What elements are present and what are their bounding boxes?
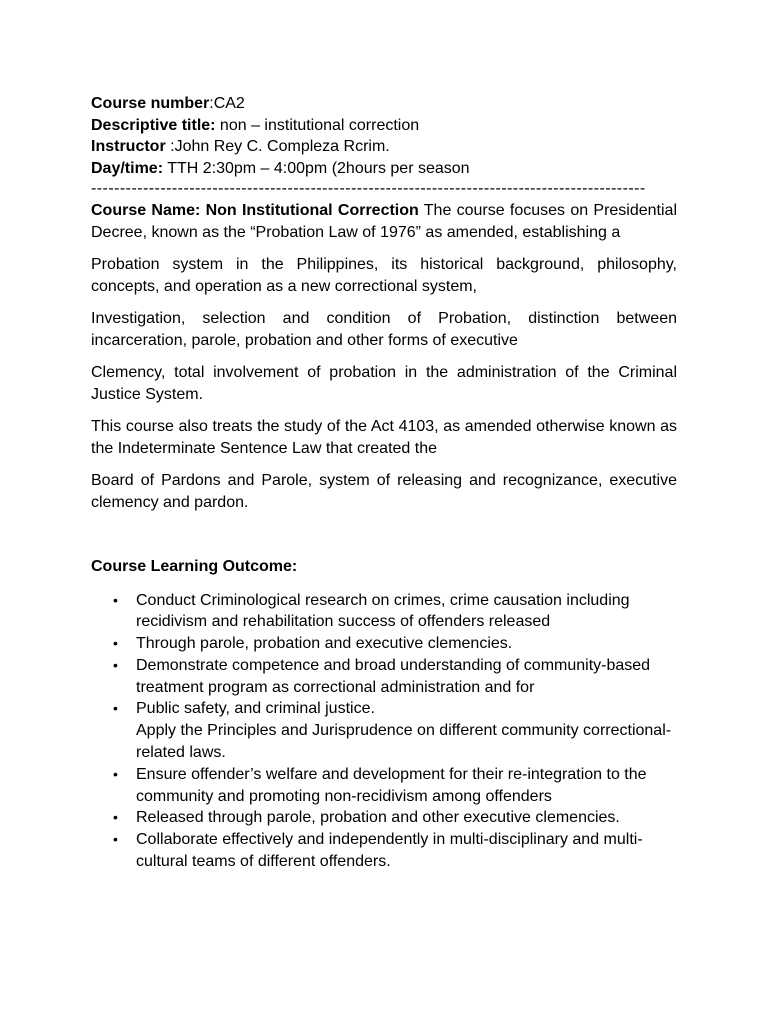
outcome-text: Released through parole, probation and other executive clemencies. <box>136 809 620 827</box>
daytime-line <box>91 158 677 180</box>
divider-line: ------------------------------------------------------------------------------------------------ <box>91 180 646 197</box>
course-name-text: The course focuses on Presidential Decree, known as the “Probation Law of 1976” as amended, establishing a <box>91 202 677 241</box>
description-paragraph: Clemency, total involvement of probation in the administration of the Criminal Justice System. <box>91 364 677 403</box>
description-paragraph: Probation system in the Philippines, its historical background, philosophy, concepts, and operation as a new correctional system, <box>91 256 677 295</box>
description-paragraph: This course also treats the study of the Act 4103, as amended otherwise known as the Indeterminate Sentence Law that created the <box>91 418 677 457</box>
description-paragraph: Investigation, selection and condition of Probation, distinction between incarceration, parole, probation and other forms of executive <box>91 310 677 349</box>
outcome-text: Through parole, probation and executive clemencies. <box>136 635 513 653</box>
instructor-line <box>91 136 677 158</box>
document-page <box>91 93 677 873</box>
instructor-value: :John Rey C. Compleza Rcrim. <box>165 138 390 155</box>
list-item <box>91 698 677 763</box>
descriptive-title-label: Descriptive title: <box>91 116 216 134</box>
outcomes-list <box>91 590 677 873</box>
list-item <box>91 590 677 634</box>
outcome-text: Demonstrate competence and broad understanding of community-based treatment program as correctional administration and for <box>136 656 651 696</box>
list-item <box>91 807 677 829</box>
outcome-text: Public safety, and criminal justice. <box>136 700 375 718</box>
list-item <box>91 633 677 655</box>
outcomes-heading: Course Learning Outcome: <box>91 558 298 575</box>
outcome-text: Conduct Criminological research on crimes, crime causation including recidivism and rehabilitation success of offenders released <box>136 591 630 631</box>
list-item <box>91 655 677 699</box>
bullet-icon: • <box>113 591 118 608</box>
course-number-label: Course number <box>91 95 210 112</box>
outcome-continuation: Apply the Principles and Jurisprudence on different community correctional-related laws. <box>136 722 672 762</box>
course-number-line <box>91 93 677 115</box>
bullet-icon: • <box>113 809 118 826</box>
list-item <box>91 829 677 873</box>
course-name-label: Course Name: Non Institutional Correction <box>91 202 419 219</box>
outcome-text: Ensure offender’s welfare and development for their re-integration to the community and promoting non-recidivism among offenders <box>136 765 647 805</box>
list-item <box>91 764 677 808</box>
bullet-icon: • <box>113 635 118 652</box>
instructor-label: Instructor <box>91 138 166 155</box>
bullet-icon: • <box>113 765 118 782</box>
bullet-icon: • <box>113 831 118 848</box>
descriptive-title-value: non – institutional correction <box>215 116 420 134</box>
bullet-icon: • <box>113 656 118 673</box>
outcome-text: Collaborate effectively and independently in multi-disciplinary and multi-cultural teams of different offenders. <box>136 831 643 871</box>
course-name-paragraph <box>91 200 677 243</box>
course-number-value: :CA2 <box>209 95 245 112</box>
daytime-value: TTH 2:30pm – 4:00pm (2hours per season <box>163 159 470 177</box>
daytime-label: Day/time: <box>91 159 164 177</box>
descriptive-title-line <box>91 115 677 137</box>
description-paragraph: Board of Pardons and Parole, system of releasing and recognizance, executive clemency and pardon. <box>91 472 677 511</box>
bullet-icon: • <box>113 700 118 717</box>
